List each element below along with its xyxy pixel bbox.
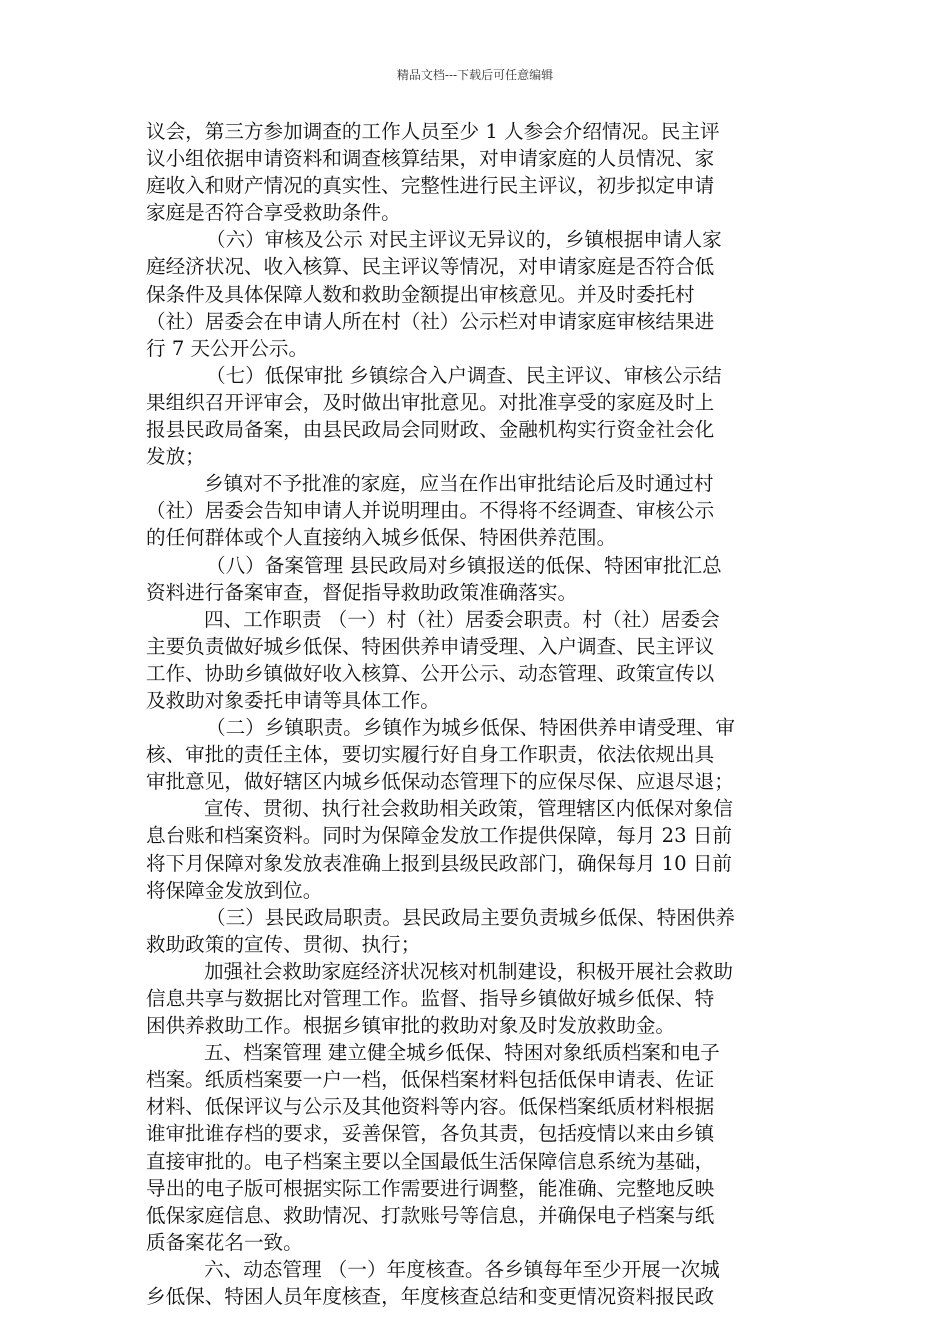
text-line: 议会，第三方参加调查的工作人员至少 1 人参会介绍情况。民主评 <box>146 120 720 143</box>
text-line: 档案。纸质档案要一户一档，低保档案材料包括低保申请表、佐证 <box>146 1068 715 1092</box>
text-line: 六、动态管理 （一）年度核查。各乡镇每年至少开展一次城 <box>204 1257 720 1281</box>
text-line: 信息共享与数据比对管理工作。监督、指导乡镇做好城乡低保、特 <box>146 987 715 1010</box>
text-line: （三）县民政局职责。县民政局主要负责城乡低保、特困供养 <box>206 905 736 929</box>
text-line: 主要负责做好城乡低保、特困供养申请受理、入户调查、民主评议 <box>146 634 715 658</box>
page-header: 精品文档---下载后可任意编辑 <box>396 68 554 82</box>
text-line: 资料进行备案审查，督促指导救助政策准确落实。 <box>146 580 578 604</box>
text-line: （二）乡镇职责。乡镇作为城乡低保、特困供养申请受理、审 <box>206 716 736 740</box>
text-line: 果组织召开评审会，及时做出审批意见。对批准享受的家庭及时上 <box>146 390 715 414</box>
text-line: 低保家庭信息、救助情况、打款账号等信息，并确保电子档案与纸 <box>146 1203 715 1227</box>
text-line: （六）审核及公示 对民主评议无异议的，乡镇根据申请人家 <box>206 228 722 252</box>
text-line: （社）居委会告知申请人并说明理由。不得将不经调查、审核公示 <box>146 499 715 523</box>
text-line: （七）低保审批 乡镇综合入户调查、民主评议、审核公示结 <box>206 363 722 387</box>
text-line: 四、工作职责 （一）村（社）居委会职责。村（社）居委会 <box>204 607 720 631</box>
text-line: 家庭是否符合享受救助条件。 <box>146 201 401 225</box>
text-line: 息台账和档案资料。同时为保障金发放工作提供保障，每月 23 日前 <box>146 824 733 848</box>
text-line: 材料、低保评议与公示及其他资料等内容。低保档案纸质材料根据 <box>146 1095 715 1119</box>
text-line: （社）居委会在申请人所在村（社）公示栏对申请家庭审核结果进 <box>146 309 715 333</box>
text-line: 的任何群体或个人直接纳入城乡低保、特困供养范围。 <box>146 526 617 550</box>
text-line: 庭收入和财产情况的真实性、完整性进行民主评议，初步拟定申请 <box>146 174 715 198</box>
text-line: 五、档案管理 建立健全城乡低保、特困对象纸质档案和电子 <box>204 1041 720 1065</box>
text-line: 导出的电子版可根据实际工作需要进行调整，能准确、完整地反映 <box>146 1176 715 1200</box>
text-line: 报县民政局备案，由县民政局会同财政、金融机构实行资金社会化 <box>146 418 715 442</box>
text-line: 及救助对象委托申请等具体工作。 <box>146 688 440 712</box>
text-line: 保条件及具体保障人数和救助金额提出审核意见。并及时委托村 <box>146 282 695 306</box>
text-line: 庭经济状况、收入核算、民主评议等情况，对申请家庭是否符合低 <box>146 255 715 279</box>
text-line: 谁审批谁存档的要求，妥善保管，各负其责，包括疫情以来由乡镇 <box>146 1122 715 1146</box>
text-line: 发放； <box>146 445 205 469</box>
text-line: 困供养救助工作。根据乡镇审批的救助对象及时发放救助金。 <box>146 1014 676 1038</box>
text-line: 加强社会救助家庭经济状况核对机制建设，积极开展社会救助 <box>204 959 734 983</box>
text-line: 质备案花名一致。 <box>146 1230 303 1254</box>
text-line: 核、审批的责任主体，要切实履行好自身工作职责，依法依规出具 <box>146 743 715 767</box>
text-line: 将下月保障对象发放表准确上报到县级民政部门，确保每月 10 日前 <box>146 851 733 875</box>
text-line: （八）备案管理 县民政局对乡镇报送的低保、特困审批汇总 <box>206 553 722 577</box>
text-line: 审批意见，做好辖区内城乡低保动态管理下的应保尽保、应退尽退； <box>146 770 734 794</box>
text-line: 直接审批的。电子档案主要以全国最低生活保障信息系统为基础， <box>146 1149 715 1173</box>
document-body <box>146 118 806 1310</box>
text-line: 救助政策的宣传、贯彻、执行； <box>146 932 421 956</box>
text-line: 将保障金发放到位。 <box>146 878 323 902</box>
text-line: 乡镇对不予批准的家庭，应当在作出审批结论后及时通过村 <box>204 472 714 496</box>
text-line: 宣传、贯彻、执行社会救助相关政策，管理辖区内低保对象信 <box>204 797 734 821</box>
text-line: 议小组依据申请资料和调查核算结果，对申请家庭的人员情况、家 <box>146 147 715 171</box>
text-line: 行 7 天公开公示。 <box>146 336 309 360</box>
text-line: 乡低保、特困人员年度核查，年度核查总结和变更情况资料报民政 <box>146 1285 715 1309</box>
text-line: 工作、协助乡镇做好收入核算、公开公示、动态管理、政策宣传以 <box>146 661 715 685</box>
